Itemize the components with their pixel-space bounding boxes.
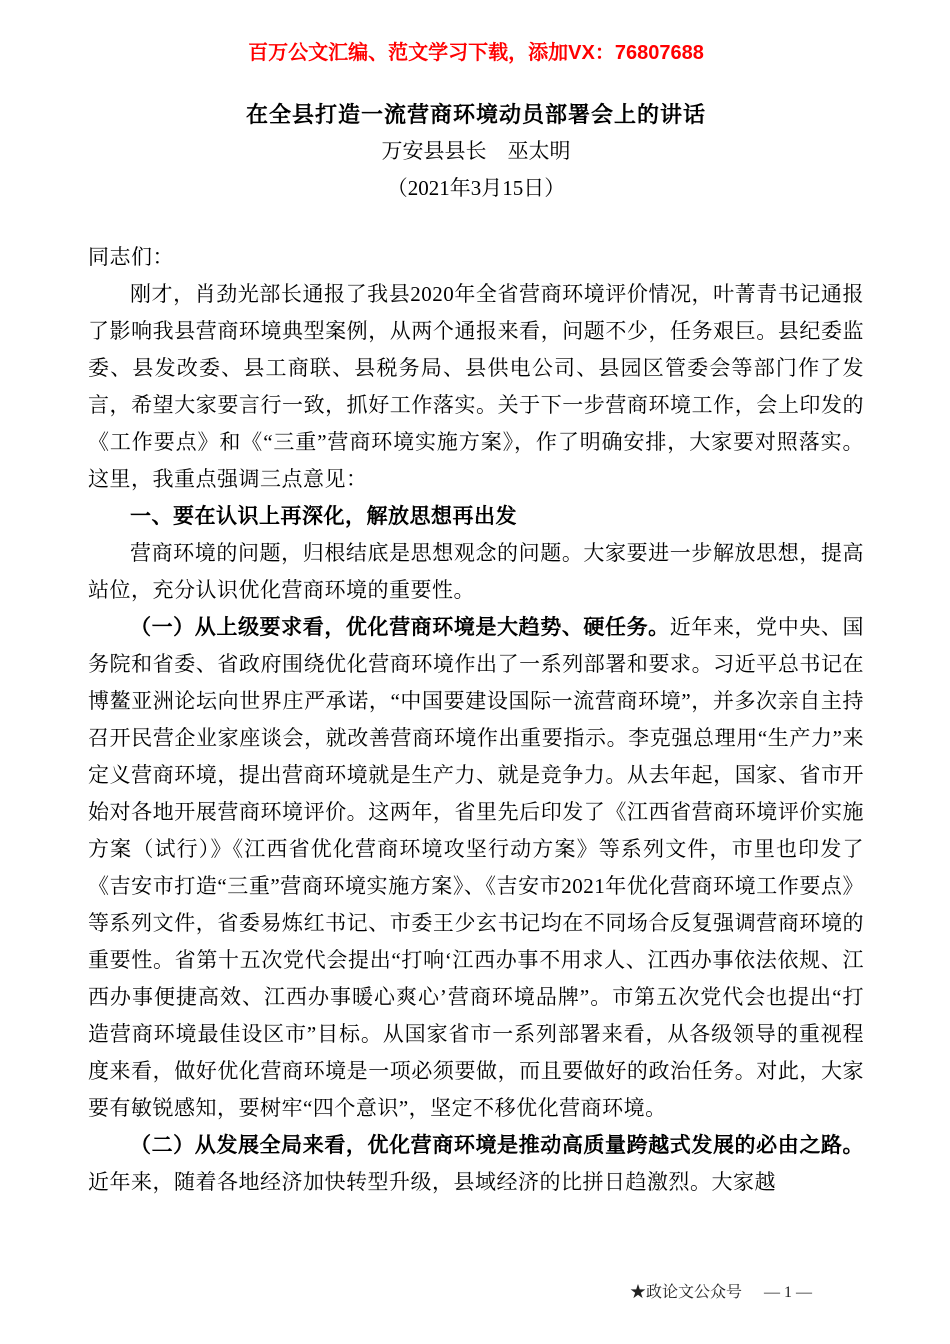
header-ad-notice: 百万公文汇编、范文学习下载，添加VX：76807688 (248, 42, 704, 64)
page-footer (630, 1279, 812, 1302)
paragraph-text: 近年来，随着各地经济加快转型升级，县域经济的比拼日趋激烈。大家越 (88, 1170, 776, 1194)
paragraph (88, 609, 864, 1127)
paragraph-text: 营商环境的问题，归根结底是思想观念的问题。大家要进一步解放思想，提高站位，充分认识优化营商环境的重要性。 (88, 541, 864, 602)
section-heading-text: 一、要在认识上再深化，解放思想再出发 (130, 505, 517, 528)
doc-author: 万安县县长 巫太明 (381, 139, 571, 163)
paragraph (88, 276, 864, 498)
title-block (88, 96, 864, 207)
paragraph (88, 1127, 864, 1201)
footer-page-number: — 1 — (764, 1284, 812, 1301)
doc-date: （2021年3月15日） (386, 176, 566, 200)
paragraph-text: 刚才，肖劲光部长通报了我县2020年全省营商环境评价情况，叶菁青书记通报了影响我县营商环境典型案例，从两个通报来看，问题不少，任务艰巨。县纪委监委、县发改委、县工商联、县税务局、县供电公司、县园区管委会等部门作了发言，希望大家要言行一致，抓好工作落实。关于下一步营商环境工作，会上印发的《工作要点》和《“三重”营商环境实施方案》，作了明确安排，大家要对照落实。这里，我重点强调三点意见： (88, 282, 864, 491)
paragraph (88, 535, 864, 609)
section-heading (88, 498, 864, 535)
paragraph-bold-lead: （二）从发展全局来看，优化营商环境是推动高质量跨越式发展的必由之路。 (130, 1134, 864, 1157)
paragraph-text: 近年来，党中央、国务院和省委、省政府围绕优化营商环境作出了一系列部署和要求。习近平总书记在博鳌亚洲论坛向世界庄严承诺，“中国要建设国际一流营商环境”，并多次亲自主持召开民营企业家座谈会，就改善营商环境作出重要指示。李克强总理用“生产力”来定义营商环境，提出营商环境就是生产力、就是竞争力。从去年起，国家、省市开始对各地开展营商环境评价。这两年，省里先后印发了《江西省营商环境评价实施方案（试行）》《江西省优化营商环境攻坚行动方案》等系列文件，市里也印发了《吉安市打造“三重”营商环境实施方案》、《吉安市2021年优化营商环境工作要点》等系列文件，省委易炼红书记、市委王少玄书记均在不同场合反复强调营商环境的重要性。省第十五次党代会提出“打响‘江西办事不用求人、江西办事依法依规、江西办事便捷高效、江西办事暖心爽心’营商环境品牌”。市第五次党代会也提出“打造营商环境最佳设区市”目标。从国家省市一系列部署来看，从各级领导的重视程度来看，做好优化营商环境是一项必须要做，而且要做好的政治任务。对此，大家要有敏锐感知，要树牢“四个意识”，坚定不移优化营商环境。 (88, 615, 865, 1120)
paragraph-bold-lead: （一）从上级要求看，优化营商环境是大趋势、硬任务。 (130, 616, 670, 639)
doc-title: 在全县打造一流营商环境动员部署会上的讲话 (245, 102, 706, 127)
doc-body (88, 239, 864, 1201)
salutation: 同志们： (88, 245, 174, 269)
footer-brand: ★政论文公众号 (629, 1284, 742, 1301)
